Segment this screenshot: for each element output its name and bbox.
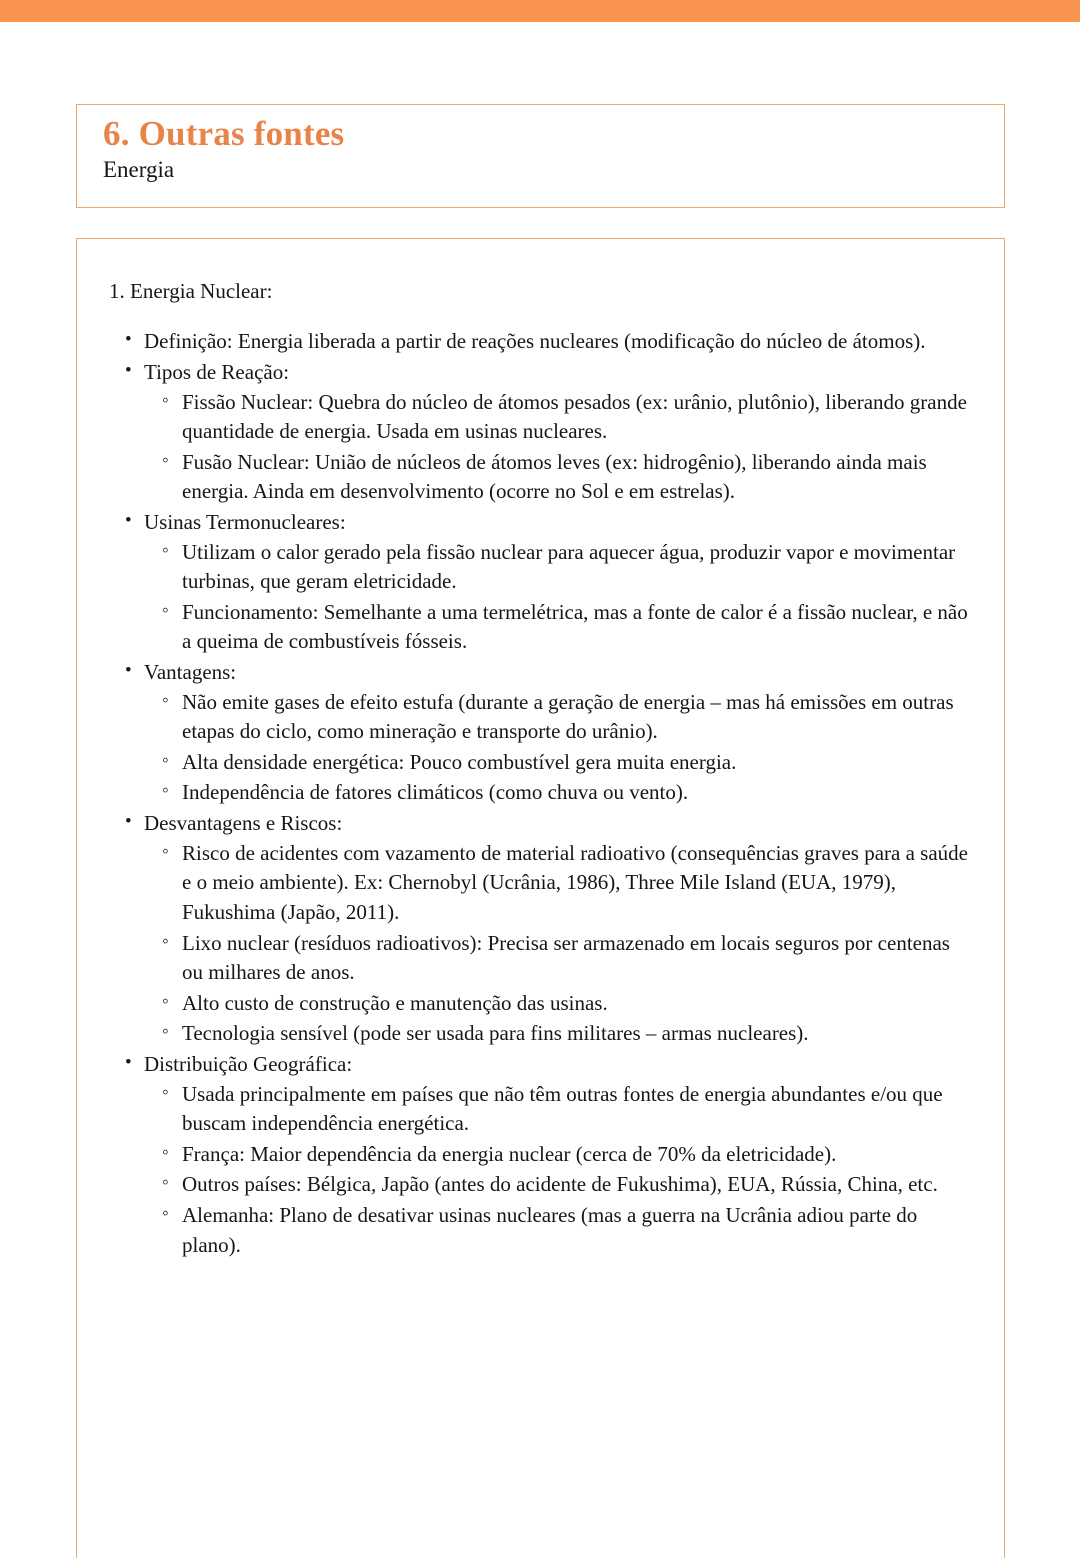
outline-subitem-label: ◦ Risco de acidentes com vazamento de material radioativo (consequências graves para a saúde e o meio ambiente). Ex: Chernobyl (Ucrânia, 1986), Three Mile Island (EUA, 1979), Fukushima (Japão, 2011). (182, 839, 976, 928)
outline-subitem-label: ◦ Independência de fatores climáticos (como chuva ou vento). (182, 778, 976, 808)
outline-item-label: • Usinas Termonucleares: (144, 508, 976, 538)
outline-item-label: • Tipos de Reação: (144, 358, 976, 388)
document-header-box (76, 104, 1005, 208)
document-content-box (76, 238, 1005, 1558)
outline-item-label: • Vantagens: (144, 658, 976, 688)
outline-sublist (144, 688, 976, 808)
outline-subitem-label: ◦ Outros países: Bélgica, Japão (antes do acidente de Fukushima), EUA, Rússia, China, etc. (182, 1170, 976, 1200)
outline-item-label: • Definição: Energia liberada a partir de reações nucleares (modificação do núcleo de átomos). (144, 327, 976, 357)
outline-subitem (144, 778, 976, 808)
outline-subitem-label: ◦ Utilizam o calor gerado pela fissão nuclear para aquecer água, produzir vapor e movimentar turbinas, que geram eletricidade. (182, 538, 976, 597)
outline-subitem-label: ◦ Alemanha: Plano de desativar usinas nucleares (mas a guerra na Ucrânia adiou parte do plano). (182, 1201, 976, 1260)
outline-subitem-label: ◦ Lixo nuclear (resíduos radioativos): Precisa ser armazenado em locais seguros por centenas ou milhares de anos. (182, 929, 976, 988)
outline-item-label: • Desvantagens e Riscos: (144, 809, 976, 839)
outline-subitem-label: ◦ Alta densidade energética: Pouco combustível gera muita energia. (182, 748, 976, 778)
outline-subitem-label: ◦ França: Maior dependência da energia nuclear (cerca de 70% da eletricidade). (182, 1140, 976, 1170)
outline-item (105, 508, 976, 657)
page-title: 6. Outras fontes (103, 114, 345, 153)
document-content-inner (77, 239, 1004, 1260)
outline-subitem (144, 448, 976, 507)
outline-subitem (144, 388, 976, 447)
outline-subitem (144, 989, 976, 1019)
outline-subitem (144, 688, 976, 747)
outline-subitem (144, 1080, 976, 1139)
outline-subitem-label: ◦ Usada principalmente em países que não têm outras fontes de energia abundantes e/ou que buscam independência energética. (182, 1080, 976, 1139)
outline-subitem (144, 929, 976, 988)
outline-subitem-label: ◦ Fusão Nuclear: União de núcleos de átomos leves (ex: hidrogênio), liberando ainda mais energia. Ainda em desenvolvimento (ocorre no Sol e em estrelas). (182, 448, 976, 507)
outline-list (105, 327, 976, 1260)
outline-item-label: • Distribuição Geográfica: (144, 1050, 976, 1080)
outline-subitem (144, 1170, 976, 1200)
outline-subitem (144, 839, 976, 928)
outline-subitem (144, 1201, 976, 1260)
outline-item (105, 658, 976, 808)
outline-subitem-label: ◦ Não emite gases de efeito estufa (durante a geração de energia – mas há emissões em outras etapas do ciclo, como mineração e transporte do urânio). (182, 688, 976, 747)
outline-sublist (144, 839, 976, 1049)
outline-subitem-label: ◦ Tecnologia sensível (pode ser usada para fins militares – armas nucleares). (182, 1019, 976, 1049)
document-page (0, 22, 1080, 1528)
outline-subitem (144, 1140, 976, 1170)
outline-sublist (144, 1080, 976, 1261)
document-header-inner (77, 105, 1004, 183)
outline-subitem (144, 598, 976, 657)
outline-sublist (144, 538, 976, 657)
top-accent-strip (0, 0, 1080, 22)
outline-item (105, 1050, 976, 1260)
section-heading: 1. Energia Nuclear: (109, 279, 273, 303)
outline-item (105, 327, 976, 357)
outline-subitem (144, 538, 976, 597)
outline-sublist (144, 388, 976, 507)
outline-subitem (144, 1019, 976, 1049)
outline-subitem (144, 748, 976, 778)
outline-subitem-label: ◦ Funcionamento: Semelhante a uma termelétrica, mas a fonte de calor é a fissão nuclear, e não a queima de combustíveis fósseis. (182, 598, 976, 657)
outline-subitem-label: ◦ Fissão Nuclear: Quebra do núcleo de átomos pesados (ex: urânio, plutônio), liberando grande quantidade de energia. Usada em usinas nucleares. (182, 388, 976, 447)
outline-item (105, 358, 976, 507)
outline-subitem-label: ◦ Alto custo de construção e manutenção das usinas. (182, 989, 976, 1019)
outline-item (105, 809, 976, 1049)
page-subtitle: Energia (103, 156, 175, 182)
